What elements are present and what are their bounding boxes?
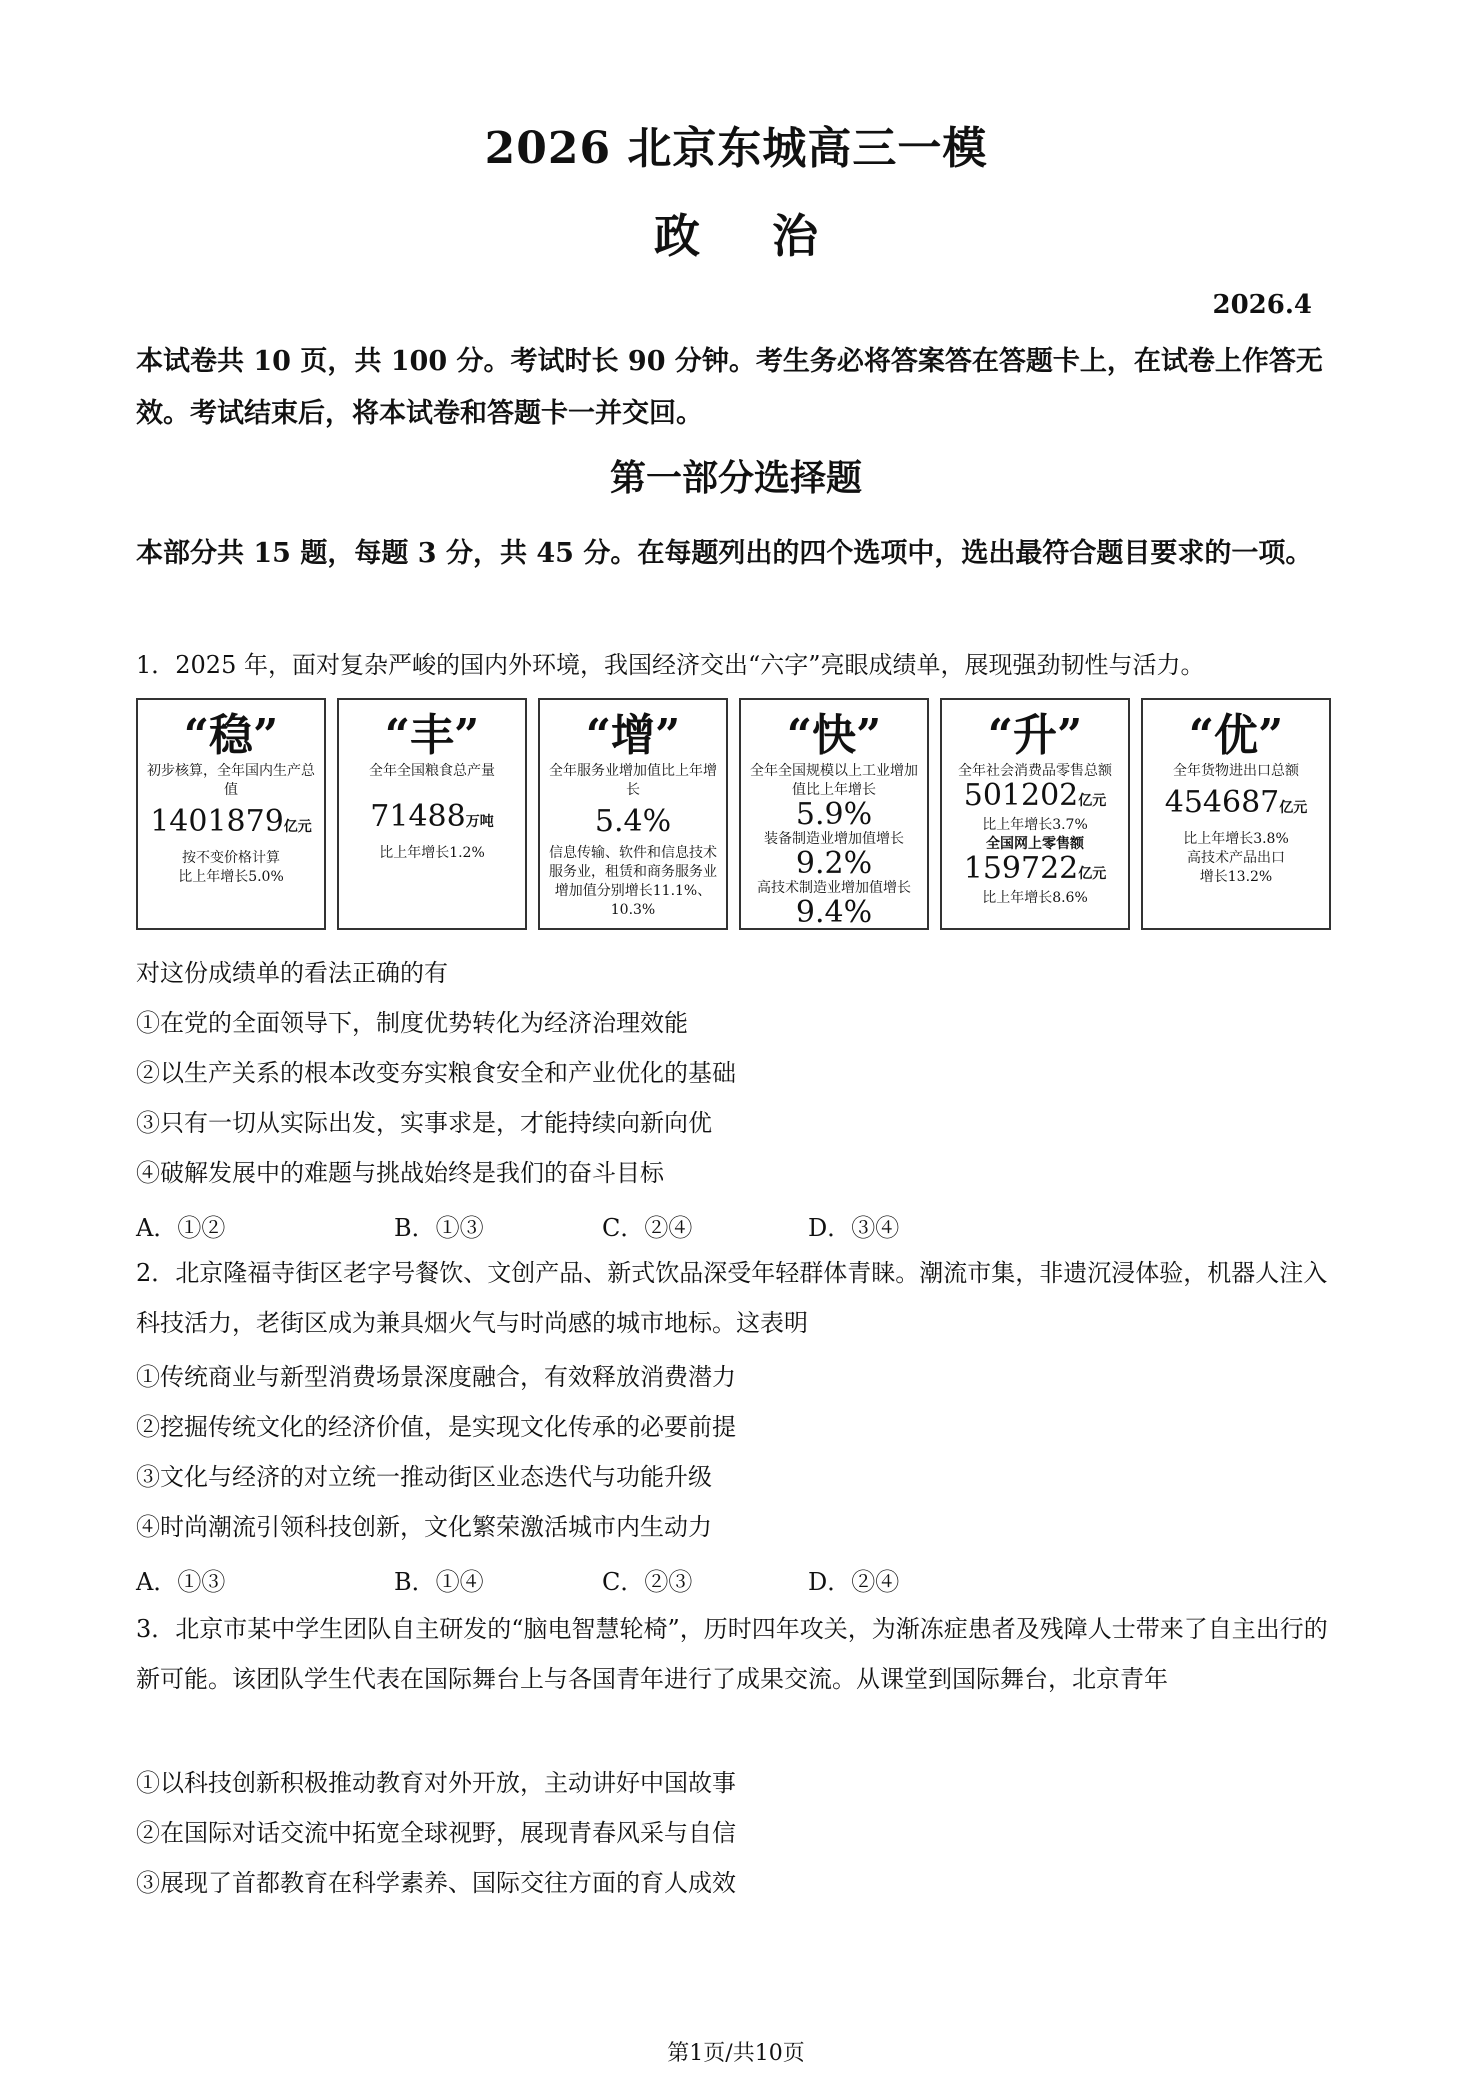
option-b[interactable]: B．①④ [394,1568,484,1596]
option-d[interactable]: D．③④ [808,1214,900,1242]
stat-card-stable [136,698,326,930]
card-label: 全年服务业增加值比上年增长 [549,763,717,798]
card-char: “稳” [183,710,279,761]
card-note: 比上年增长8.6% [982,890,1088,906]
q3-item: ③展现了首都教育在科学素养、国际交往方面的育人成效 [136,1869,736,1897]
option-b[interactable]: B．①③ [394,1214,484,1242]
stat-card-harvest [337,698,527,930]
card-label: 全年社会消费品零售总额 [958,763,1112,779]
option-c[interactable]: C．②③ [602,1568,693,1596]
card-note: 信息传输、软件和信息技术服务业，租赁和商务服务业增加值分别增长11.1%、10.3% [549,845,717,918]
card-note: 高技术产品出口 [1187,850,1285,866]
option-d[interactable]: D．②④ [808,1568,900,1596]
card-label: 全国网上零售额 [986,836,1084,852]
stat-card-fast [739,698,929,930]
card-number: 159722亿元 [963,851,1107,886]
q2-item: ③文化与经济的对立统一推动街区业态迭代与功能升级 [136,1463,712,1491]
card-note: 装备制造业增加值增长 [764,831,904,847]
q1-question: 对这份成绩单的看法正确的有 [136,959,448,987]
card-label: 全年全国规模以上工业增加值比上年增长 [750,763,918,798]
section-instructions: 本部分共 15 题，每题 3 分，共 45 分。在每题列出的四个选项中，选出最符合题目要求的一项。 [136,538,1313,569]
card-note: 比上年增长3.7% [982,817,1088,833]
exam-instructions: 本试卷共 10 页，共 100 分。考试时长 90 分钟。考生务必将答案答在答题卡上，在试卷上作答无效。考试结束后，将本试卷和答题卡一并交回。 [136,346,1323,429]
page-number: 第1页/共10页 [667,2041,805,2066]
q1-options [136,1208,1036,1242]
q3-item: ①以科技创新积极推动教育对外开放，主动讲好中国故事 [136,1769,736,1797]
option-c[interactable]: C．②④ [602,1214,693,1242]
card-number: 5.4% [594,804,672,839]
q2-item: ①传统商业与新型消费场景深度融合，有效释放消费潜力 [136,1363,736,1391]
q1-item: ②以生产关系的根本改变夯实粮食安全和产业优化的基础 [136,1059,736,1087]
card-char: “快” [786,710,882,761]
card-number: 71488万吨 [370,799,494,834]
q2-options [136,1562,1036,1596]
card-char: “丰” [384,710,480,761]
card-note: 比上年增长5.0% [178,869,284,885]
q2-stem: 2．北京隆福寺街区老字号餐饮、文创产品、新式饮品深受年轻群体青睐。潮流市集，非遗沉浸体验，机器人注入科技活力，老街区成为兼具烟火气与时尚感的城市地标。这表明 [136,1259,1328,1337]
stat-card-rise [940,698,1130,930]
q1-stats-panel [136,698,1332,930]
card-number: 501202亿元 [963,778,1107,813]
card-number: 9.4% [795,895,873,930]
card-number: 454687亿元 [1164,785,1308,820]
q1-item: ①在党的全面领导下，制度优势转化为经济治理效能 [136,1009,688,1037]
option-a[interactable]: A．①③ [136,1568,226,1596]
card-number: 1401879亿元 [150,804,312,839]
card-char: “增” [585,710,681,761]
card-label: 全年货物进出口总额 [1173,763,1299,779]
card-char: “升” [987,710,1083,761]
card-note: 按不变价格计算 [182,850,280,866]
stat-card-optimal [1141,698,1331,930]
card-note: 比上年增长1.2% [379,845,485,861]
q3-item: ②在国际对话交流中拓宽全球视野，展现青春风采与自信 [136,1819,736,1847]
card-number: 9.2% [795,846,873,881]
exam-title: 2026 北京东城高三一模 [484,123,988,174]
q1-item: ③只有一切从实际出发，实事求是，才能持续向新向优 [136,1109,712,1137]
q1-item: ④破解发展中的难题与挑战始终是我们的奋斗目标 [136,1159,664,1187]
section-title: 第一部分选择题 [609,457,862,499]
q2-item: ②挖掘传统文化的经济价值，是实现文化传承的必要前提 [136,1413,736,1441]
card-note: 比上年增长3.8% [1183,831,1289,847]
subject-title: 政治 [654,209,890,263]
card-note: 增长13.2% [1199,869,1273,885]
card-char: “优” [1188,710,1284,761]
card-label: 初步核算，全年国内生产总值 [147,763,315,798]
q3-stem: 3．北京市某中学生团队自主研发的“脑电智慧轮椅”，历时四年攻关，为渐冻症患者及残障人士带来了自主出行的新可能。该团队学生代表在国际舞台上与各国青年进行了成果交流。从课堂到国际舞台，北京青年 [136,1615,1328,1693]
option-a[interactable]: A．①② [136,1214,226,1242]
q2-item: ④时尚潮流引领科技创新，文化繁荣激活城市内生动力 [136,1513,712,1541]
card-number: 5.9% [795,797,873,832]
q1-stem: 1．2025 年，面对复杂严峻的国内外环境，我国经济交出“六字”亮眼成绩单，展现强劲韧性与活力。 [136,651,1205,679]
stat-card-growth [538,698,728,930]
exam-date: 2026.4 [1212,290,1312,320]
card-note: 高技术制造业增加值增长 [757,880,911,896]
card-label: 全年全国粮食总产量 [369,763,495,779]
